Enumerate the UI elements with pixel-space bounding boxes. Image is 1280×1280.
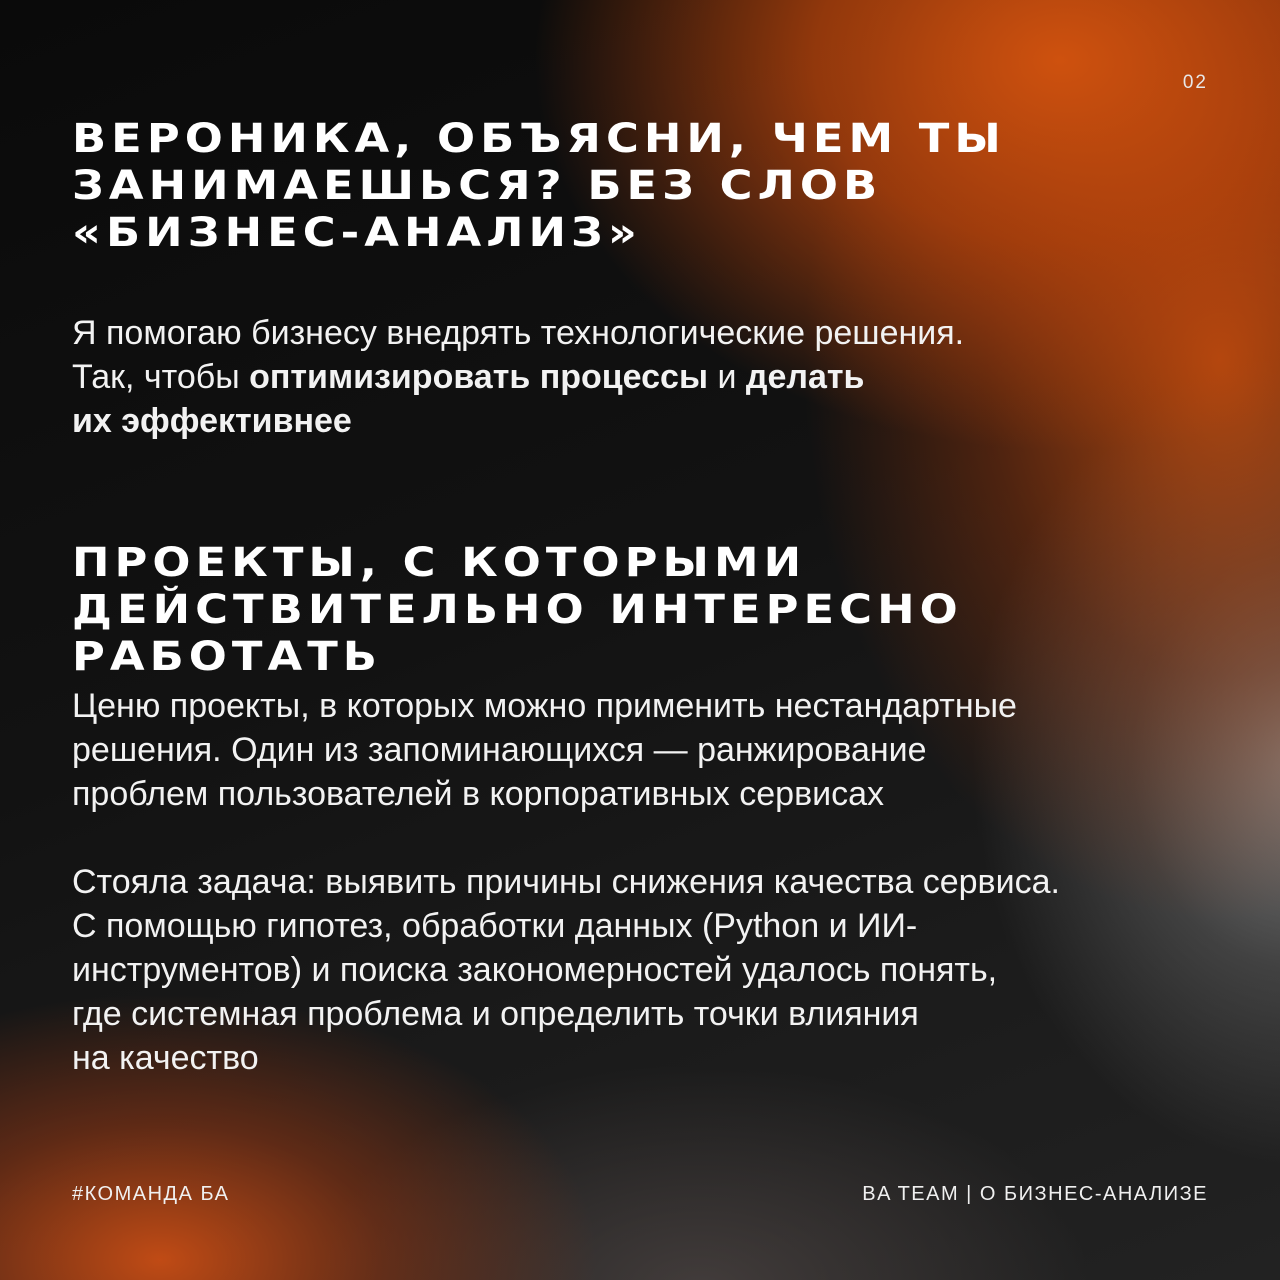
- page-number: 02: [1182, 72, 1208, 93]
- p3-line: С помощью гипотез, обработки данных (Python и ИИ-: [72, 907, 918, 945]
- p1-highlight-efficient: их эффективнее: [72, 402, 352, 440]
- heading-interesting-projects: ПРОЕКТЫ, С КОТОРЫМИ ДЕЙСТВИТЕЛЬНО ИНТЕРЕСНО РАБОТАТЬ: [72, 540, 963, 680]
- paragraph-what-you-do: [72, 311, 1222, 443]
- p1-line2-prefix: Так, чтобы: [72, 358, 250, 396]
- footer-brand: BA TEAM | О БИЗНЕС-АНАЛИЗЕ: [862, 1183, 1208, 1205]
- paragraph-projects: [72, 684, 1222, 816]
- p1-highlight-make: делать: [745, 358, 865, 396]
- p3-line: инструментов) и поиска закономерностей удалось понять,: [72, 951, 998, 989]
- p1-line1: Я помогаю бизнесу внедрять технологические решения.: [72, 314, 965, 352]
- p2-line: Ценю проекты, в которых можно применить нестандартные: [72, 687, 1017, 725]
- paragraph-task: [72, 860, 1222, 1080]
- p3-line: где системная проблема и определить точки влияния: [72, 995, 919, 1033]
- p3-line: на качество: [72, 1039, 259, 1077]
- p2-line: проблем пользователей в корпоративных сервисах: [72, 775, 885, 813]
- p2-line: решения. Один из запоминающихся — ранжирование: [72, 731, 927, 769]
- p1-line2-mid: и: [708, 358, 746, 396]
- footer-hashtag: #КОМАНДА БА: [72, 1183, 230, 1205]
- p3-line: Стояла задача: выявить причины снижения качества сервиса.: [72, 863, 1060, 901]
- heading-what-you-do: ВЕРОНИКА, ОБЪЯСНИ, ЧЕМ ТЫ ЗАНИМАЕШЬСЯ? БЕЗ СЛОВ «БИЗНЕС-АНАЛИЗ»: [72, 116, 1006, 256]
- p1-highlight-optimize: оптимизировать процессы: [249, 358, 708, 396]
